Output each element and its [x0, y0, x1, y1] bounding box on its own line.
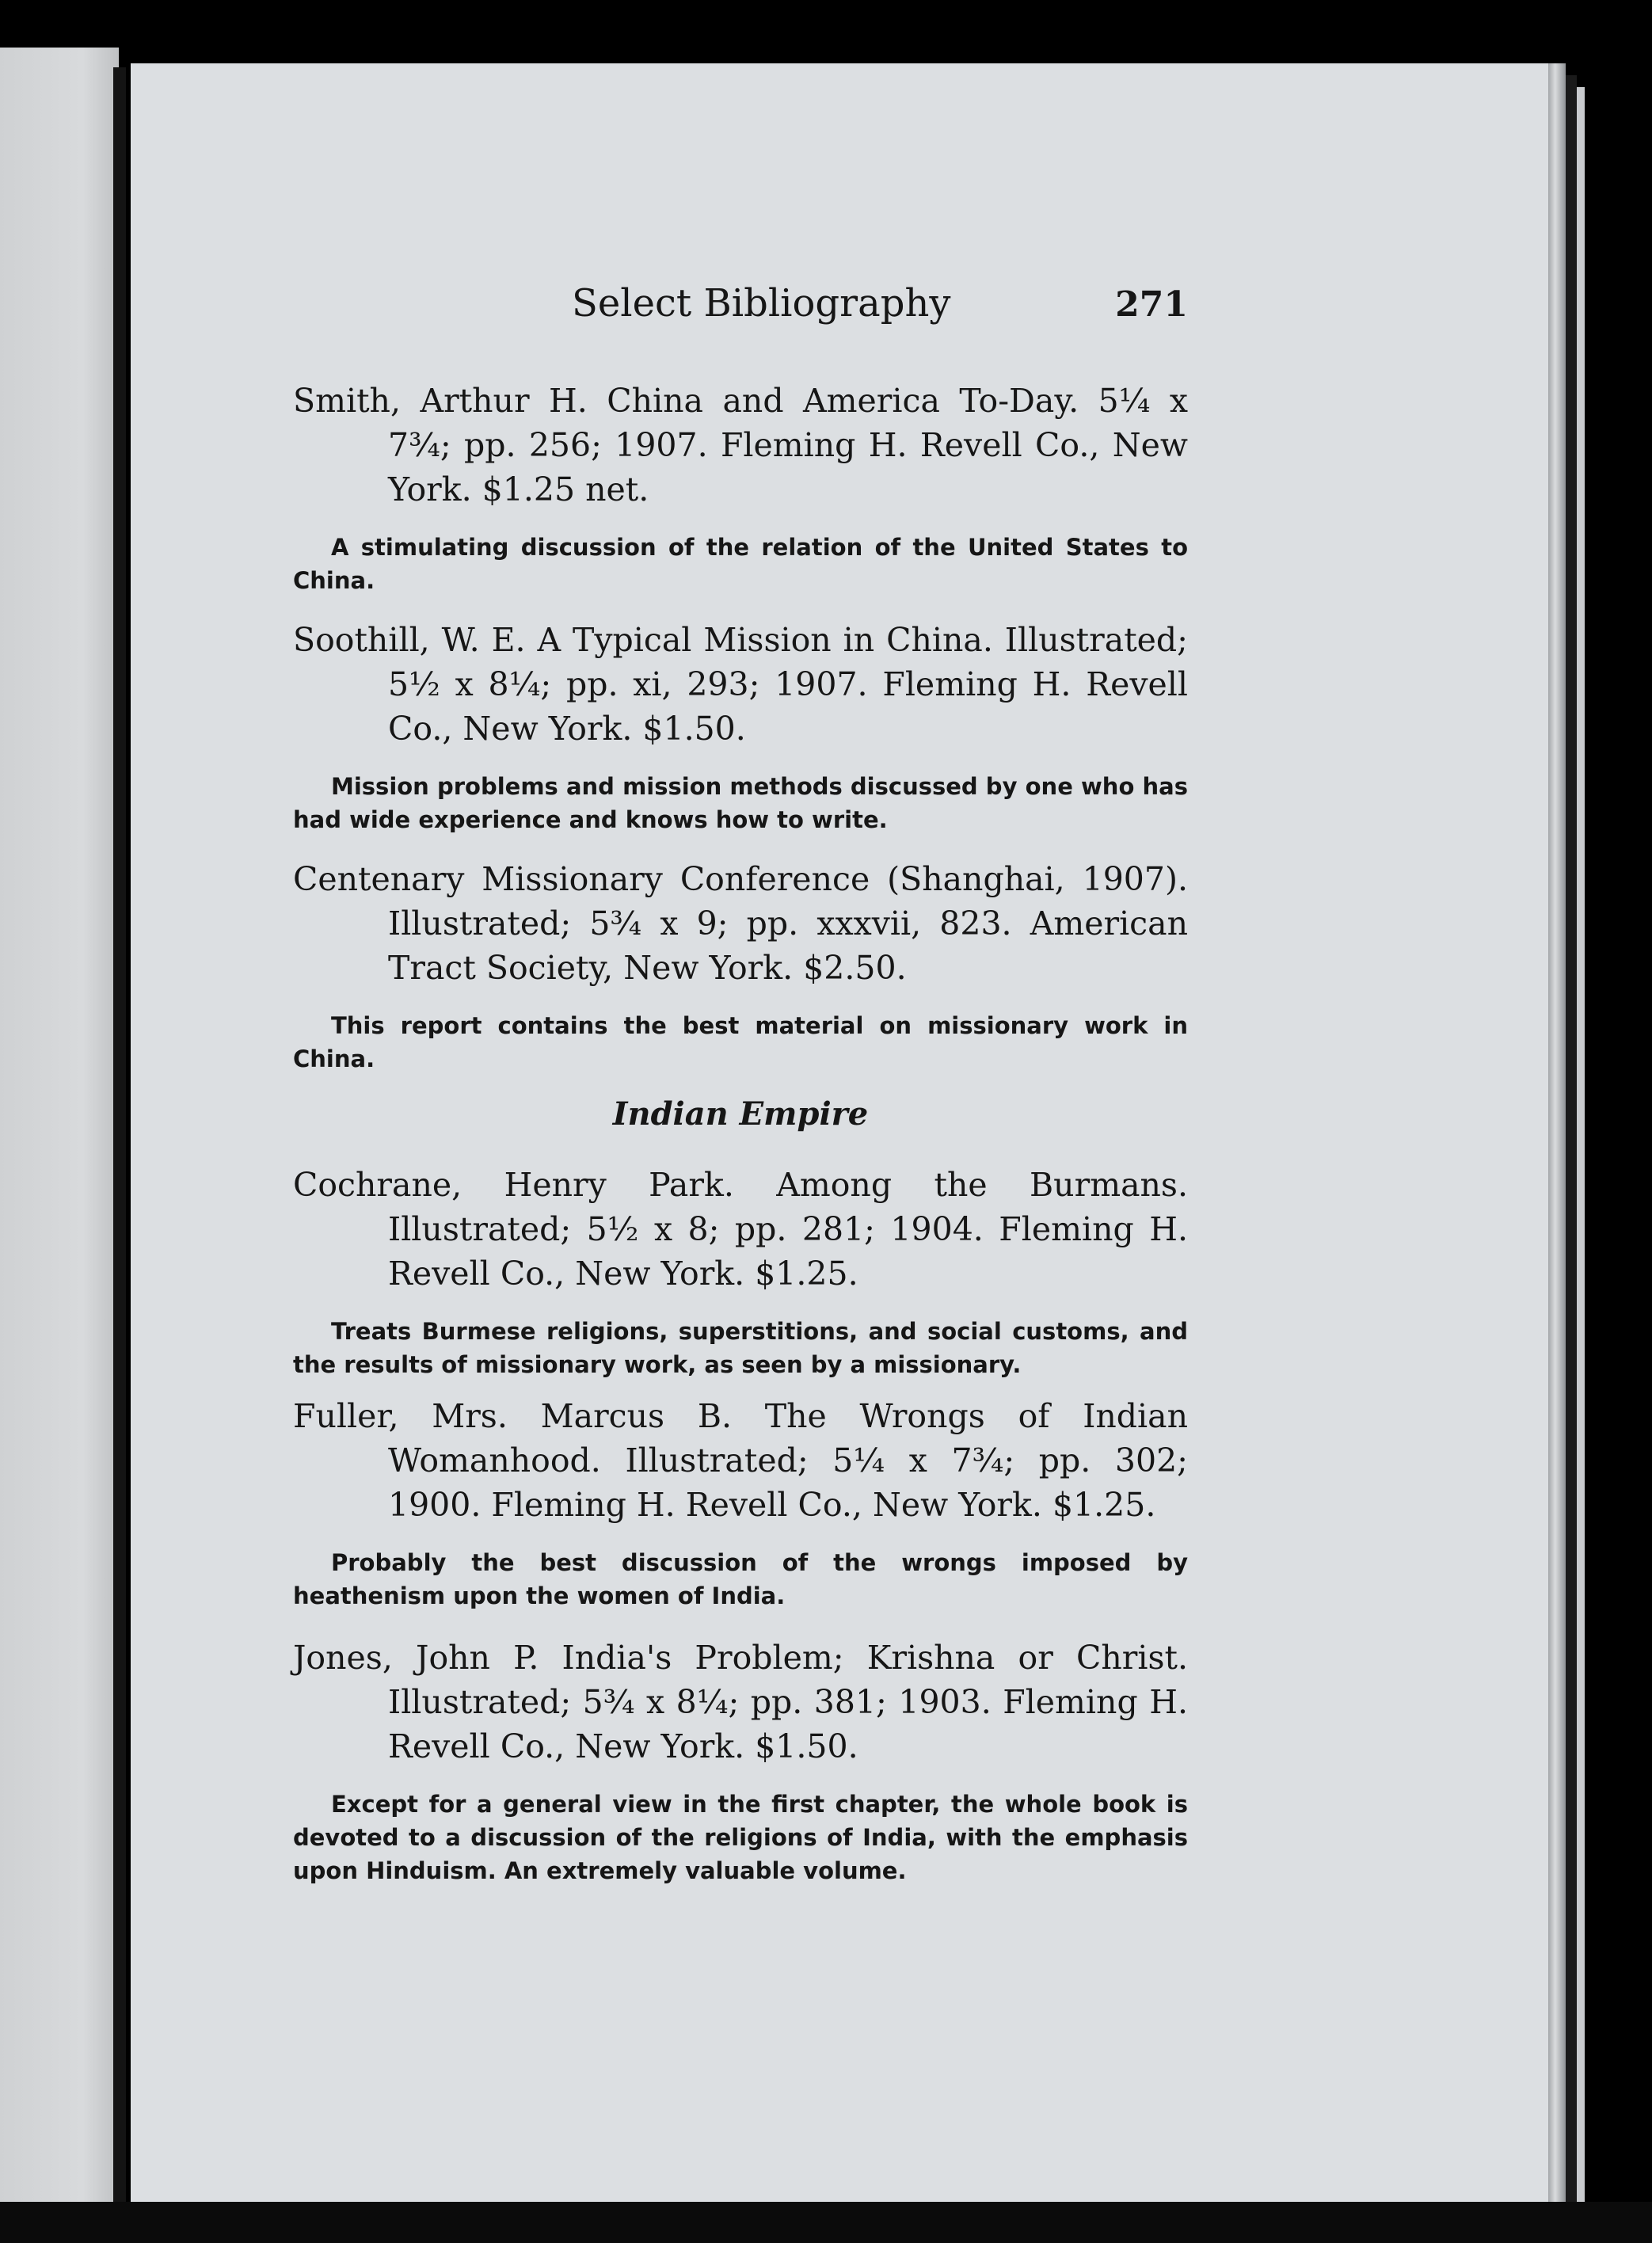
running-header: [293, 281, 1188, 337]
entry-annotation: A stimulating discussion of the relation of the United States to China.: [293, 534, 1188, 594]
entry-citation: Fuller, Mrs. Marcus B. The Wrongs of Indian Womanhood. Illustrated; 5¼ x 7¾; pp. 302; 1900. Fleming H. Revell Co., New York. $1.25.: [293, 1397, 1188, 1524]
left-page-fragment: [0, 48, 119, 2241]
entry-annotation: Except for a general view in the first chapter, the whole book is devoted to a discussion of the religions of India, with the emphasis upon Hinduism. An extremely valuable volume.: [293, 1791, 1188, 1884]
bibliography-entry: [293, 1163, 1188, 1381]
entry-citation: Smith, Arthur H. China and America To-Day. 5¼ x 7¾; pp. 256; 1907. Fleming H. Revell Co., New York. $1.25 net.: [293, 382, 1188, 508]
entry-annotation: Mission problems and mission methods discussed by one who has had wide experience and knows how to write.: [293, 773, 1188, 833]
entry-annotation: Probably the best discussion of the wrongs imposed by heathenism upon the women of India.: [293, 1549, 1188, 1609]
section-heading: Indian Empire: [612, 1095, 869, 1133]
entry-annotation: This report contains the best material on missionary work in China.: [293, 1012, 1188, 1072]
page-edge: [1548, 63, 1566, 2202]
entry-citation: Jones, John P. India's Problem; Krishna or Christ. Illustrated; 5¾ x 8¼; pp. 381; 1903. Fleming H. Revell Co., New York. $1.50.: [293, 1639, 1188, 1765]
entry-citation: Centenary Missionary Conference (Shanghai, 1907). Illustrated; 5¾ x 9; pp. xxxvii, 823. American Tract Society, New York. $2.50.: [293, 860, 1188, 987]
book-gutter: [113, 67, 126, 2241]
bibliography-entry: [293, 1636, 1188, 1887]
bibliography-entry: [293, 1394, 1188, 1613]
scan-bottom-border: [0, 2202, 1652, 2243]
bibliography-entry: [293, 618, 1188, 836]
page-edge-shadow: [1566, 75, 1577, 2206]
page-number: 271: [1115, 284, 1188, 325]
entry-annotation: Treats Burmese religions, superstitions, and social customs, and the results of missionary work, as seen by a missionary.: [293, 1318, 1188, 1378]
page-edge-outer: [1577, 87, 1585, 2210]
bibliography-entry: [293, 857, 1188, 1076]
bibliography-entry: [293, 379, 1188, 597]
running-title: Select Bibliography: [572, 281, 951, 326]
entry-citation: Cochrane, Henry Park. Among the Burmans. Illustrated; 5½ x 8; pp. 281; 1904. Fleming H. Revell Co., New York. $1.25.: [293, 1166, 1188, 1293]
entry-citation: Soothill, W. E. A Typical Mission in China. Illustrated; 5½ x 8¼; pp. xi, 293; 1907. Fleming H. Revell Co., New York. $1.50.: [293, 621, 1188, 748]
